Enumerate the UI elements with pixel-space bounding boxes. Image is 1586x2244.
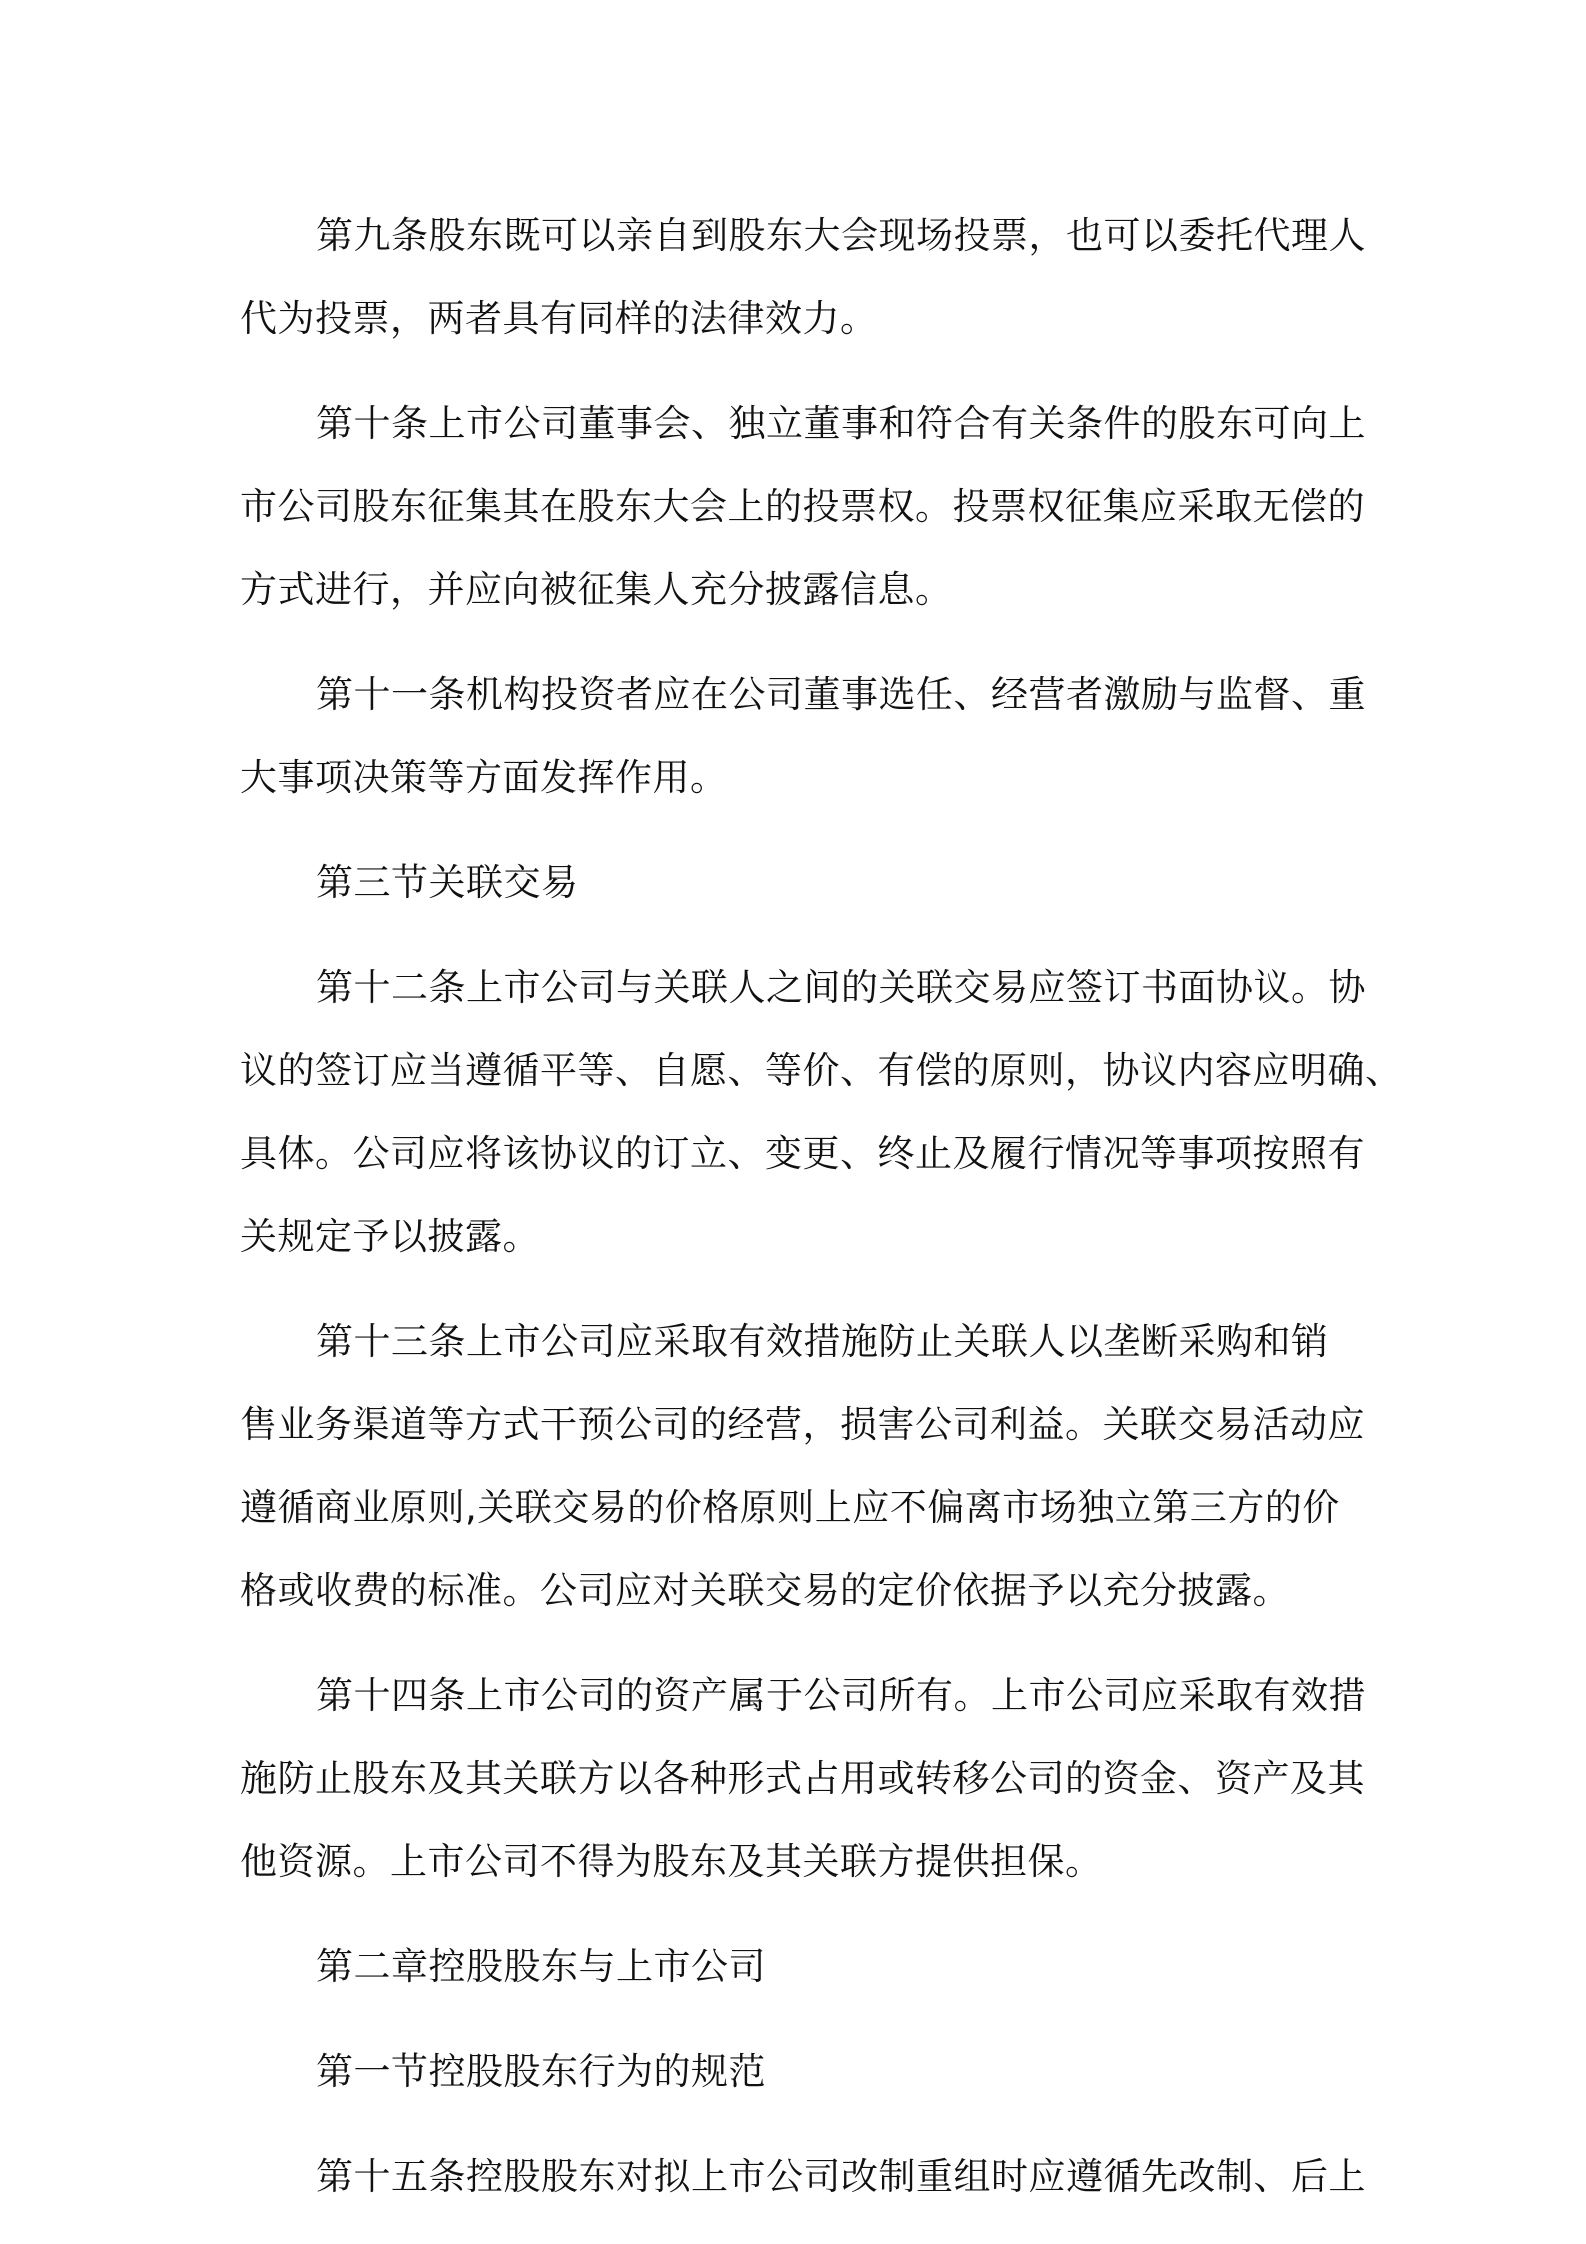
text-line: 大事项决策等方面发挥作用。 <box>240 756 728 799</box>
text-line: 市公司股东征集其在股东大会上的投票权。投票权征集应采取无偿的 <box>240 485 1365 528</box>
article-10-paragraph <box>240 382 1366 631</box>
text-line: 第十一条机构投资者应在公司董事选任、经营者激励与监督、重 <box>316 673 1366 716</box>
text-line: 议的签订应当遵循平等、自愿、等价、有偿的原则，协议内容应明确、 <box>240 1049 1403 1092</box>
text-line: 方式进行，并应向被征集人充分披露信息。 <box>240 568 953 611</box>
text-line: 遵循商业原则,关联交易的价格原则上应不偏离市场独立第三方的价 <box>240 1486 1340 1529</box>
section-1-heading <box>240 2030 1360 2113</box>
article-11-paragraph <box>240 653 1366 819</box>
chapter-2-heading <box>240 1925 1360 2008</box>
text-line: 代为投票，两者具有同样的法律效力。 <box>240 297 878 340</box>
article-14-paragraph <box>240 1654 1366 1903</box>
section-heading-text: 第一节控股股东行为的规范 <box>316 2050 766 2093</box>
section-heading-text: 第三节关联交易 <box>316 861 579 904</box>
text-line: 施防止股东及其关联方以各种形式占用或转移公司的资金、资产及其 <box>240 1757 1365 1800</box>
text-line: 第十二条上市公司与关联人之间的关联交易应签订书面协议。协 <box>316 966 1366 1009</box>
article-15-paragraph <box>240 2135 1366 2218</box>
text-line: 第十条上市公司董事会、独立董事和符合有关条件的股东可向上 <box>316 402 1366 445</box>
article-12-paragraph <box>240 946 1403 1278</box>
text-line: 第九条股东既可以亲自到股东大会现场投票，也可以委托代理人 <box>316 214 1366 257</box>
article-13-paragraph <box>240 1300 1365 1632</box>
text-line: 第十四条上市公司的资产属于公司所有。上市公司应采取有效措 <box>316 1674 1366 1717</box>
chapter-heading-text: 第二章控股股东与上市公司 <box>316 1945 766 1988</box>
section-3-heading <box>240 841 1360 924</box>
article-9-paragraph <box>240 194 1366 360</box>
text-line: 具体。公司应将该协议的订立、变更、终止及履行情况等事项按照有 <box>240 1132 1365 1175</box>
text-line: 售业务渠道等方式干预公司的经营，损害公司利益。关联交易活动应 <box>240 1403 1365 1446</box>
text-line: 第十五条控股股东对拟上市公司改制重组时应遵循先改制、后上 <box>316 2155 1366 2198</box>
text-line: 第十三条上市公司应采取有效措施防止关联人以垄断采购和销 <box>316 1320 1329 1363</box>
document-page <box>240 194 1403 2240</box>
text-line: 关规定予以披露。 <box>240 1215 540 1258</box>
text-line: 格或收费的标准。公司应对关联交易的定价依据予以充分披露。 <box>240 1569 1290 1612</box>
text-line: 他资源。上市公司不得为股东及其关联方提供担保。 <box>240 1840 1103 1883</box>
